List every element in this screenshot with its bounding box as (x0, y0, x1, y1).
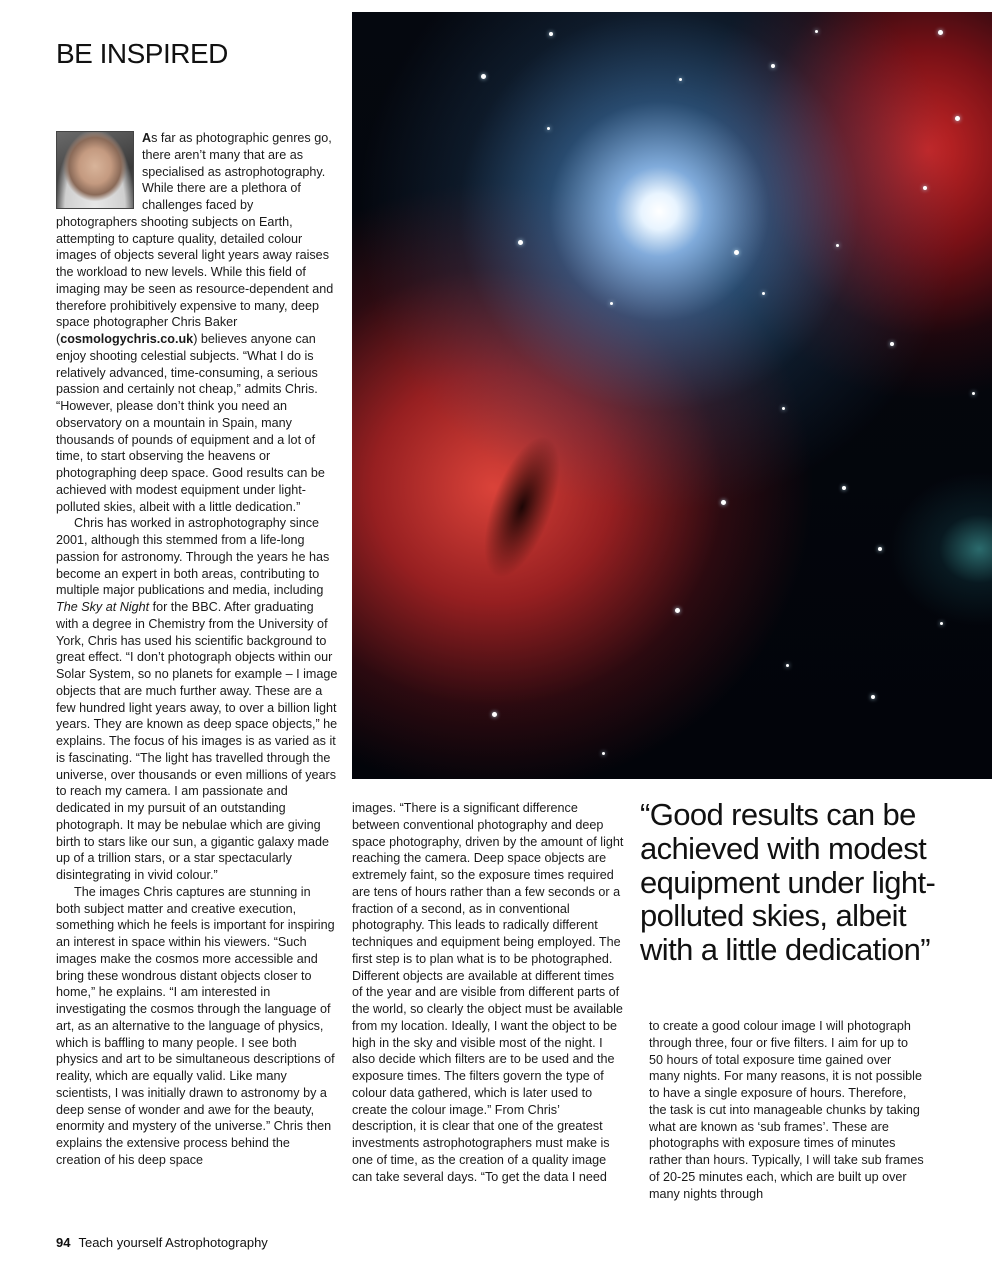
paragraph-5: to create a good colour image I will photograph through three, four or five filters. I aim for up to 50 hours of total exposure time gained over many nights. For many reasons, it is not possible to have a single exposure of hours. Therefore, the task is cut into manageable chunks by taking what are known as ‘sub frames’. These are photographs with exposure times of minutes rather than hours. Typically, I will take sub frames of 20-25 minutes each, which are built up over many nights through (649, 1019, 924, 1201)
star (602, 752, 605, 755)
paragraph-2: Chris has worked in astrophotography since 2001, although this stemmed from a life-long passion for astronomy. Through the years he has become an expert in both areas, contributing to multiple major publications and media, including The Sky at Night for the BBC. After graduating with a degree in Chemistry from the University of York, Chris has used his scientific background to great effect. “I don’t photograph objects within our Solar System, so no planets for example – I image objects that are much further away. These are a few hundred light years away, to over a billion light years. They are known as deep space objects,” he explains. The focus of his images is as varied as it is fascinating. “The light has travelled through the universe, over thousands or even millions of years to reach my camera. I am passionate and dedicated in my pursuit of an outstanding photograph. It may be nebulae which are giving birth to stars like our sun, a gigantic galaxy made up of a trillion stars, or a star spectacularly disintegrating in vivid colour.” (56, 516, 338, 882)
star (955, 116, 960, 121)
star (940, 622, 943, 625)
article-column-3 (649, 1018, 924, 1202)
page-number: 94 (56, 1235, 71, 1250)
publication-title: Teach yourself Astrophotography (78, 1235, 268, 1250)
star (675, 608, 680, 613)
star (762, 292, 765, 295)
star (679, 78, 682, 81)
star (547, 127, 550, 130)
star (786, 664, 789, 667)
star (836, 244, 839, 247)
article-column-1 (56, 130, 338, 1169)
paragraph-1: As far as photographic genres go, there aren’t many that are as specialised as astrophotography. While there are a plethora of challenges faced by photographers shooting subjects on Earth, attempting to capture quality, detailed colour images of objects several light years away raises the workload to new levels. While this field of imaging may be seen as resource-dependent and therefore prohibitively expensive to many, deep space photographer Chris Baker (cosmologychris.co.uk) believes anyone can enjoy shooting celestial subjects. “What I do is relatively advanced, time-consuming, a serious passion and certainly not cheap,” admits Chris. “However, please don’t think you need an observatory on a mountain in Spain, many thousands of pounds of equipment and a lot of time, to start observing the heavens or photographing deep space. Good results can be achieved with modest equipment under light-polluted skies, albeit with a little dedication.” (56, 131, 334, 514)
star (782, 407, 785, 410)
section-title: BE INSPIRED (56, 38, 228, 69)
star (492, 712, 497, 717)
star (878, 547, 882, 551)
star (610, 302, 613, 305)
star (771, 64, 775, 68)
tv-show-title: The Sky at Night (56, 600, 150, 614)
star (734, 250, 739, 255)
dropcap-letter: A (142, 131, 152, 145)
page-footer (56, 1235, 268, 1250)
dark-dust-lane (468, 426, 576, 587)
article-column-2 (352, 800, 626, 1185)
star (481, 74, 486, 79)
star (871, 695, 875, 699)
author-portrait (56, 131, 134, 209)
star (549, 32, 553, 36)
star (923, 186, 927, 190)
star (890, 342, 894, 346)
paragraph-4: images. “There is a significant difference between conventional photography and deep space photography, driven by the amount of light reaching the camera. Deep space objects are extremely faint, so the exposure times required are tens of hours rather than a few seconds or a fraction of a second, as in conventional photography. This leads to radically different techniques and equipment being employed. The first step is to plan what is to be photographed. Different objects are available at different times of the year and are visible from different parts of the world, so clearly the object must be available from my location. Ideally, I want the object to be high in the sky and visible most of the night. I also decide which filters are to be used and the exposure times. The filters govern the type of colour data gathered, which is later used to create the colour image.” From Chris’ description, it is clear that one of the greatest investments astrophotographers must make is one of time, as the creation of a quality image can take several days. “To get the data I need (352, 801, 624, 1184)
paragraph-3: The images Chris captures are stunning in both subject matter and creative execution, something which he feels is important for inspiring an interest in space within his viewers. “Such images make the cosmos more accessible and bring these wondrous distant objects closer to home,” he explains. “I am interested in investigating the cosmos through the language of art, as an alternative to the language of physics, which is baffling to many people. I see both physics and art to be simultaneous descriptions of reality, which are equally valid. Like many scientists, I was initially drawn to astronomy by a deep sense of wonder and awe for the beauty, enormity and mystery of the universe.” Chris then explains the extensive process behind the creation of his deep space (56, 884, 335, 1167)
star (721, 500, 726, 505)
star (518, 240, 523, 245)
pull-quote: “Good results can be achieved with modest equipment under light-polluted skies, albeit with a little dedication” (640, 797, 936, 968)
star (938, 30, 943, 35)
star (842, 486, 846, 490)
star (972, 392, 975, 395)
star (815, 30, 818, 33)
nebula-photograph (352, 12, 992, 779)
website-link[interactable]: cosmologychris.co.uk (60, 332, 194, 346)
